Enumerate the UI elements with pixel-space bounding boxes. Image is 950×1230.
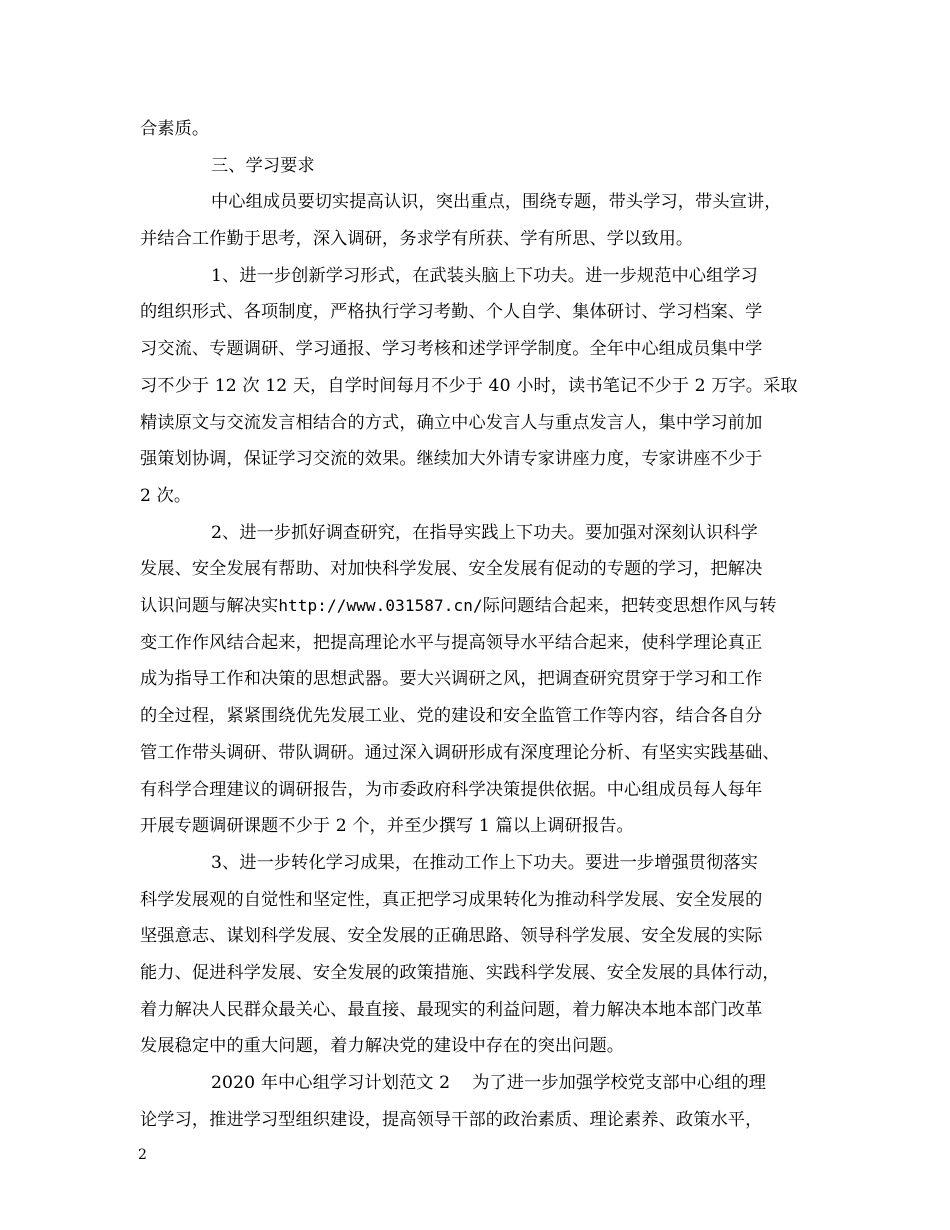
text-line: 有科学合理建议的调研报告，为市委政府科学决策提供依据。中心组成员每人每年 <box>140 780 763 800</box>
text-line: 变工作作风结合起来，把提高理论水平与提高领导水平结合起来，使科学理论真正 <box>140 633 763 653</box>
text-line: 开展专题调研课题不少于 2 个，并至少撰写 1 篇以上调研报告。 <box>140 816 634 836</box>
text-line: 的组织形式、各项制度，严格执行学习考勤、个人自学、集体研讨、学习档案、学 <box>140 302 763 322</box>
section-heading: 三、学习要求 <box>211 156 315 176</box>
text-line: 的全过程，紧紧围绕优先发展工业、党的建设和安全监管工作等内容，结合各自分 <box>140 706 763 726</box>
text-line: 2、进一步抓好调查研究，在指导实践上下功夫。要加强对深刻认识科学 <box>211 523 758 543</box>
text-line: 合素质。 <box>140 119 210 139</box>
section-title: 2020 年中心组学习计划范文 2 <box>211 1073 451 1093</box>
text-line: 发展、安全发展有帮助、对加快科学发展、安全发展有促动的专题的学习，把解决 <box>140 559 763 579</box>
text-line: 科学发展观的自觉性和坚定性，真正把学习成果转化为推动科学发展、安全发展的 <box>140 890 763 910</box>
text-line: 3、进一步转化学习成果，在推动工作上下功夫。要进一步增强贯彻落实 <box>211 853 758 873</box>
text-line: 习不少于 12 次 12 天，自学时间每月不少于 40 小时，读书笔记不少于 2 万字。采取 <box>140 376 798 396</box>
text-line: 着力解决人民群众最关心、最直接、最现实的利益问题，着力解决本地本部门改革 <box>140 1000 763 1020</box>
page-number: 2 <box>138 1147 147 1163</box>
text-line: 精读原文与交流发言相结合的方式，确立中心发言人与重点发言人，集中学习前加 <box>140 413 763 433</box>
text-line: 成为指导工作和决策的思想武器。要大兴调研之风，把调查研究贯穿于学习和工作 <box>140 669 763 689</box>
text-line: 2 次。 <box>140 486 192 506</box>
text-line <box>140 596 830 616</box>
text-line: 习交流、专题调研、学习通报、学习考核和述学评学制度。全年中心组成员集中学 <box>140 339 763 359</box>
text-segment: 为了进一步加强学校党支部中心组的理 <box>472 1073 767 1093</box>
text-line: 强策划协调，保证学习交流的效果。继续加大外请专家讲座力度，专家讲座不少于 <box>140 449 763 469</box>
text-line: 论学习，推进学习型组织建设，提高领导干部的政治素质、理论素养、政策水平， <box>140 1110 763 1130</box>
text-segment: 认识问题与解决实 <box>140 596 279 616</box>
text-line: 发展稳定中的重大问题，着力解决党的建设中存在的突出问题。 <box>140 1036 625 1056</box>
text-line: 坚强意志、谋划科学发展、安全发展的正确思路、领导科学发展、安全发展的实际 <box>140 926 763 946</box>
url-text: http://www.031587.cn/ <box>278 596 483 615</box>
text-line: 管工作带头调研、带队调研。通过深入调研形成有深度理论分析、有坚实实践基础、 <box>140 743 780 763</box>
text-line: 并结合工作勤于思考，深入调研，务求学有所获、学有所思、学以致用。 <box>140 229 694 249</box>
text-line: 能力、促进科学发展、安全发展的政策措施、实践科学发展、安全发展的具体行动， <box>140 963 780 983</box>
text-line: 中心组成员要切实提高认识，突出重点，围绕专题，带头学习，带头宣讲， <box>211 192 782 212</box>
text-segment: 际问题结合起来，把转变思想作风与转 <box>482 596 777 616</box>
text-line <box>211 1073 831 1093</box>
text-line: 1、进一步创新学习形式，在武装头脑上下功夫。进一步规范中心组学习 <box>211 266 758 286</box>
